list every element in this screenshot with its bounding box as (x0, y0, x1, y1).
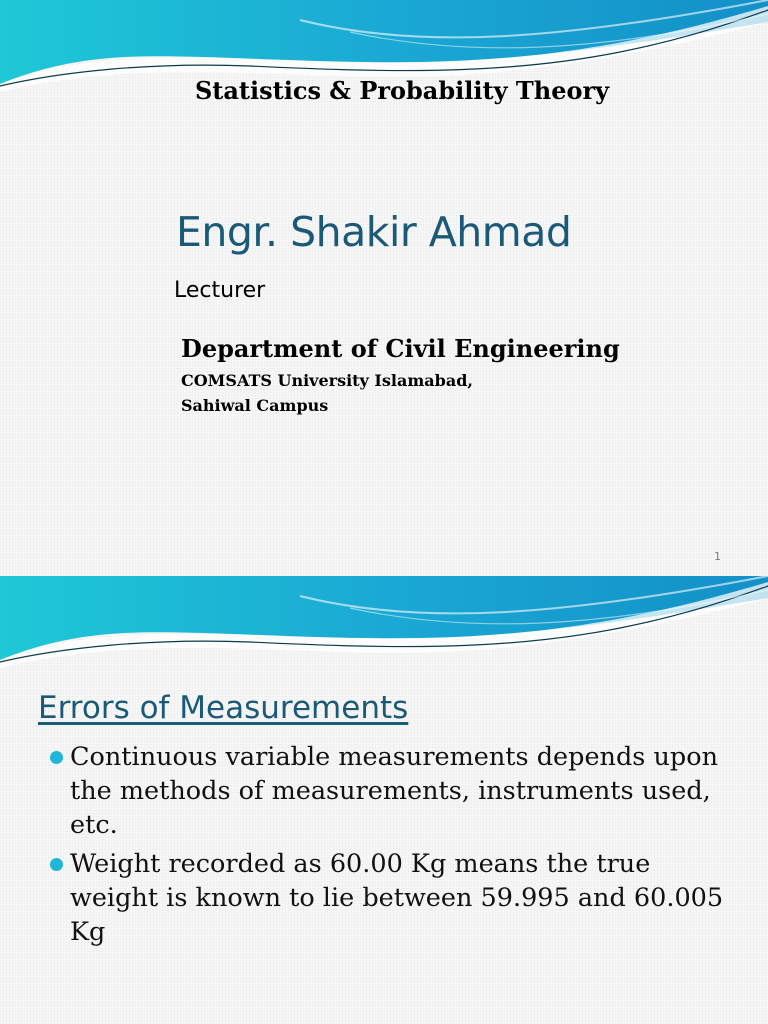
bullet-item (50, 847, 740, 949)
slide-number: 1 (714, 550, 721, 563)
bullet-item (50, 740, 740, 842)
bullet-dot-icon (50, 751, 63, 764)
presenter-name: Engr. Shakir Ahmad (176, 208, 572, 256)
slide-title: Errors of Measurements (38, 690, 409, 726)
bullet-text: Continuous variable measurements depends upon the methods of measurements, instruments used, etc. (70, 742, 719, 840)
bullet-list (50, 740, 740, 954)
bullet-dot-icon (50, 858, 63, 871)
header-wave-decoration (0, 576, 768, 676)
course-title: Statistics & Probability Theory (194, 76, 610, 105)
bullet-text: Weight recorded as 60.00 Kg means the true weight is known to lie between 59.995 and 60.005 Kg (70, 849, 724, 947)
university-name: COMSATS University Islamabad, (181, 371, 473, 390)
department-name: Department of Civil Engineering (181, 334, 620, 363)
campus-name: Sahiwal Campus (181, 396, 329, 415)
presenter-role: Lecturer (174, 278, 266, 303)
